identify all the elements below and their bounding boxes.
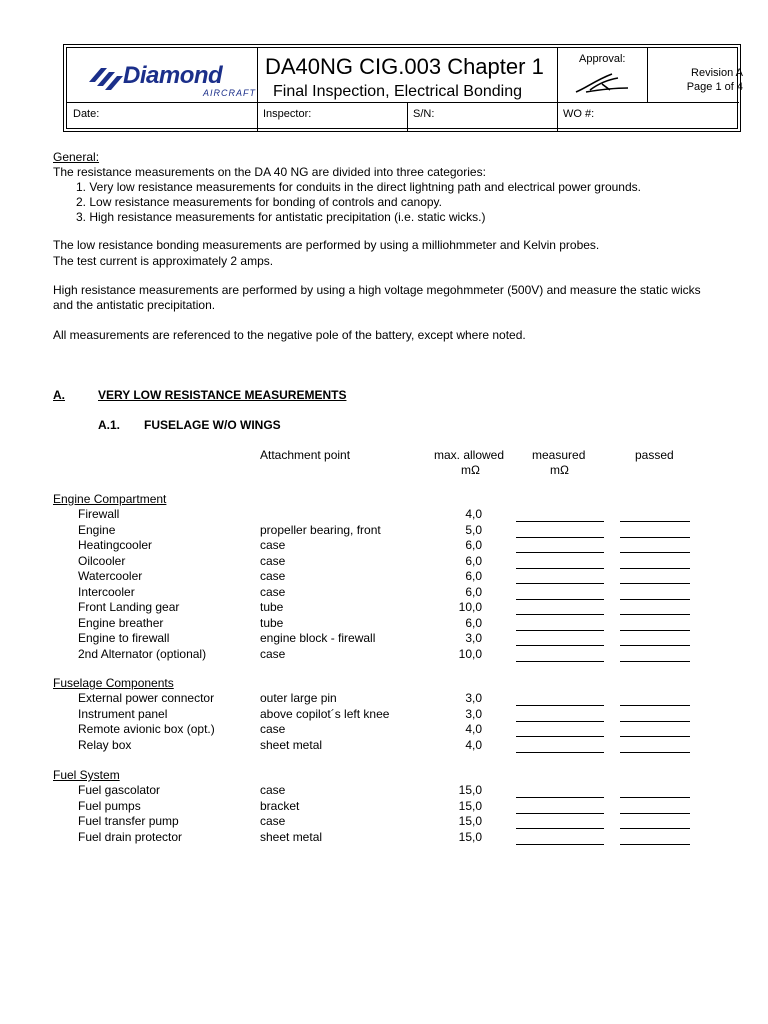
passed-entry-field[interactable]: [620, 599, 690, 600]
section-number: A.: [53, 388, 65, 402]
max-allowed-value: 6,0: [465, 569, 482, 583]
max-allowed-value: 3,0: [465, 706, 482, 721]
logo-subtitle: AIRCRAFT: [203, 88, 256, 98]
divider: [257, 48, 258, 132]
header-frame: [66, 47, 743, 129]
measured-entry-field[interactable]: [516, 630, 604, 631]
subsection-title: FUSELAGE W/O WINGS: [144, 418, 281, 432]
logo-wordmark: Diamond: [123, 62, 223, 89]
document-subtitle: Final Inspection, Electrical Bonding: [273, 83, 523, 100]
diamond-logo-icon: [87, 64, 127, 94]
column-header-measured-unit: mΩ: [550, 463, 569, 477]
document-title: DA40NG CIG.003 Chapter 1: [265, 54, 544, 79]
page-number: Page 1 of 4: [686, 81, 743, 93]
item-name: Remote avionic box (opt.): [78, 722, 215, 736]
passed-entry-field[interactable]: [620, 614, 690, 615]
item-name: Front Landing gear: [78, 600, 180, 614]
section-title: VERY LOW RESISTANCE MEASUREMENTS: [98, 388, 347, 402]
passed-entry-field[interactable]: [620, 661, 690, 662]
attachment-point: propeller bearing, front: [260, 522, 381, 537]
max-allowed-value: 10,0: [458, 600, 482, 614]
max-allowed-value: 3,0: [465, 631, 482, 645]
general-intro: The resistance measurements on the DA 40 NG are divided into three categories:: [53, 165, 486, 179]
measured-entry-field[interactable]: [516, 705, 604, 706]
diamond-logo: [87, 60, 257, 100]
attachment-point: case: [260, 553, 286, 568]
divider: [557, 48, 558, 132]
max-allowed-value: 15,0: [458, 814, 482, 828]
max-allowed-value: 15,0: [458, 798, 482, 813]
attachment-point: outer large pin: [260, 691, 337, 705]
passed-entry-field[interactable]: [620, 813, 690, 814]
document-header: [63, 44, 741, 132]
max-allowed-value: 6,0: [465, 538, 482, 552]
paragraph-low-resistance: The test current is approximately 2 amps.: [53, 254, 274, 268]
item-name: Instrument panel: [78, 706, 168, 721]
attachment-point: case: [260, 814, 286, 828]
passed-entry-field[interactable]: [620, 552, 690, 553]
passed-entry-field[interactable]: [620, 583, 690, 584]
attachment-point: sheet metal: [260, 737, 323, 752]
passed-entry-field[interactable]: [620, 705, 690, 706]
passed-entry-field[interactable]: [620, 828, 690, 829]
item-name: Firewall: [78, 507, 120, 521]
measured-entry-field[interactable]: [516, 537, 604, 538]
passed-entry-field[interactable]: [620, 736, 690, 737]
max-allowed-value: 5,0: [465, 522, 482, 537]
item-name: Heatingcooler: [78, 538, 153, 552]
category-item: 1. Very low resistance measurements for conduits in the direct lightning path and electrical power grounds.: [76, 180, 641, 194]
attachment-point: case: [260, 722, 286, 736]
paragraph-high-resistance: High resistance measurements are performed by using a high voltage megohmmeter (500V) and measure the static wicks: [53, 283, 701, 297]
passed-entry-field[interactable]: [620, 645, 690, 646]
paragraph-high-resistance: and the antistatic precipitation.: [53, 298, 216, 312]
item-name: Watercooler: [78, 569, 143, 583]
attachment-point: bracket: [260, 798, 300, 813]
measured-entry-field[interactable]: [516, 813, 604, 814]
item-name: Engine to firewall: [78, 631, 170, 645]
column-header-measured: measured: [532, 448, 586, 462]
category-item: 3. High resistance measurements for antistatic precipitation (i.e. static wicks.): [76, 210, 486, 224]
item-name: Fuel pumps: [78, 798, 141, 813]
attachment-point: tube: [260, 600, 284, 614]
attachment-point: engine block - firewall: [260, 631, 376, 645]
attachment-point: case: [260, 538, 286, 552]
item-name: Fuel transfer pump: [78, 814, 179, 828]
revision-info: [651, 66, 743, 94]
column-header-max-unit: mΩ: [461, 463, 480, 477]
max-allowed-value: 10,0: [458, 646, 482, 661]
measured-entry-field[interactable]: [516, 661, 604, 662]
group-title: Fuel System: [53, 768, 120, 782]
measured-entry-field[interactable]: [516, 828, 604, 829]
group-title: Fuselage Components: [53, 676, 174, 690]
divider: [407, 102, 408, 132]
measured-entry-field[interactable]: [516, 583, 604, 584]
measured-entry-field[interactable]: [516, 599, 604, 600]
passed-entry-field[interactable]: [620, 797, 690, 798]
passed-entry-field[interactable]: [620, 752, 690, 753]
general-heading: General:: [53, 150, 100, 164]
item-name: 2nd Alternator (optional): [78, 646, 207, 661]
passed-entry-field[interactable]: [620, 721, 690, 722]
work-order-label: WO #:: [563, 108, 595, 120]
category-item: 2. Low resistance measurements for bonding of controls and canopy.: [76, 195, 442, 209]
measured-entry-field[interactable]: [516, 844, 604, 845]
divider: [647, 48, 648, 102]
item-name: Engine breather: [78, 615, 164, 630]
paragraph-reference: All measurements are referenced to the negative pole of the battery, except where noted.: [53, 328, 526, 342]
max-allowed-value: 15,0: [458, 829, 482, 844]
measured-entry-field[interactable]: [516, 736, 604, 737]
measured-entry-field[interactable]: [516, 568, 604, 569]
max-allowed-value: 4,0: [465, 737, 482, 752]
attachment-point: case: [260, 646, 286, 661]
measured-entry-field[interactable]: [516, 552, 604, 553]
item-name: Oilcooler: [78, 553, 126, 568]
max-allowed-value: 6,0: [465, 553, 482, 568]
attachment-point: above copilot´s left knee: [260, 706, 390, 721]
measured-entry-field[interactable]: [516, 752, 604, 753]
max-allowed-value: 6,0: [465, 615, 482, 630]
attachment-point: case: [260, 584, 286, 599]
measured-entry-field[interactable]: [516, 797, 604, 798]
revision-label: Revision A: [691, 67, 743, 79]
attachment-point: sheet metal: [260, 829, 323, 844]
serial-number-label: S/N:: [413, 108, 435, 120]
item-name: Fuel gascolator: [78, 783, 161, 797]
passed-entry-field[interactable]: [620, 521, 690, 522]
divider: [67, 102, 739, 103]
item-name: Relay box: [78, 737, 132, 752]
attachment-point: case: [260, 783, 286, 797]
column-header-attachment: Attachment point: [260, 448, 351, 462]
passed-entry-field[interactable]: [620, 537, 690, 538]
measured-entry-field[interactable]: [516, 521, 604, 522]
max-allowed-value: 4,0: [465, 722, 482, 736]
attachment-point: tube: [260, 615, 284, 630]
date-label: Date:: [73, 108, 100, 120]
approval-signature-icon: [572, 70, 632, 96]
item-name: Engine: [78, 522, 116, 537]
measured-entry-field[interactable]: [516, 645, 604, 646]
paragraph-low-resistance: The low resistance bonding measurements are performed by using a milliohmmeter and Kelvin probes.: [53, 238, 600, 252]
column-header-max-allowed: max. allowed: [434, 448, 505, 462]
measured-entry-field[interactable]: [516, 721, 604, 722]
max-allowed-value: 4,0: [465, 507, 482, 521]
max-allowed-value: 3,0: [465, 691, 482, 705]
column-header-passed: passed: [635, 448, 674, 462]
item-name: Intercooler: [78, 584, 135, 599]
passed-entry-field[interactable]: [620, 844, 690, 845]
passed-entry-field[interactable]: [620, 630, 690, 631]
group-title: Engine Compartment: [53, 492, 167, 506]
measured-entry-field[interactable]: [516, 614, 604, 615]
subsection-number: A.1.: [98, 418, 121, 432]
item-name: Fuel drain protector: [78, 829, 183, 844]
attachment-point: case: [260, 569, 286, 583]
item-name: External power connector: [78, 691, 215, 705]
approval-label: Approval:: [579, 53, 626, 65]
max-allowed-value: 15,0: [458, 783, 482, 797]
inspector-label: Inspector:: [263, 108, 312, 120]
max-allowed-value: 6,0: [465, 584, 482, 599]
passed-entry-field[interactable]: [620, 568, 690, 569]
